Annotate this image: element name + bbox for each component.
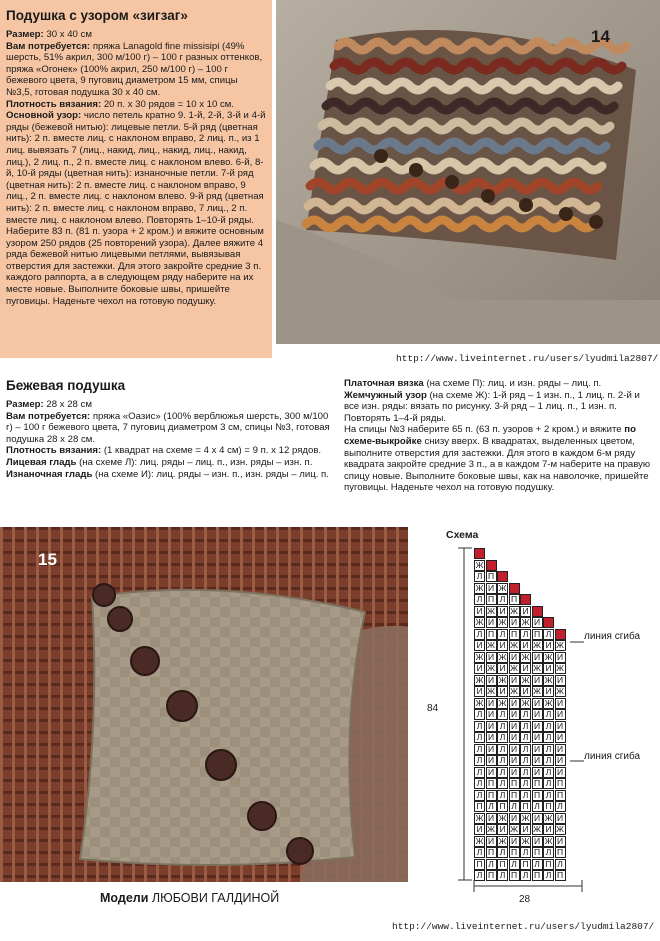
schema-cell-buttonhole	[532, 606, 543, 617]
schema-cell: И	[497, 824, 508, 835]
source-url-top[interactable]: http://www.liveinternet.ru/users/lyudmila2807/	[396, 353, 659, 364]
schema-cell: П	[497, 801, 508, 812]
schema-cell: И	[555, 721, 566, 732]
schema-cell: Ж	[498, 651, 507, 662]
schema-cell: И	[509, 767, 520, 778]
schema-cell: Л	[497, 709, 508, 720]
schema-cell: Л	[497, 767, 508, 778]
pillow1-pattern: Основной узор: число петель кратно 9. 1-й, 2-й, 3-й и 4-й ряды (бежевой нитью): лицевые петли. 5-й ряд (цветная нить): 2 п. вместе лиц. с наклоном вправо, 2 лиц. п., из 1 лиц. вывязать 7 (лиц., накид, лиц., накид, лиц., накид, лиц.), 2 лиц. п., 2 п. вместе лиц. с наклоном влево. 6-й, 8-й, 10-й ряды (цветная нить): изнаночные петли. 7-й ряд (цветная нить): 2 п. вместе лиц. с наклоном вправо, 9 лиц., 2 п. вместе лиц. с наклоном влево. 9-й ряд (цветная нить): 2 п. вместе лиц. с наклоном вправо, 7 лиц., 2 п. вместе лиц. с наклоном влево. Повторять 1–10-й ряды.	[6, 110, 266, 226]
schema-cell: Ж	[487, 605, 495, 616]
schema-cell: Л	[474, 594, 485, 605]
schema-cell: И	[486, 698, 497, 709]
schema-cell: Ж	[521, 812, 530, 823]
schema-cell: П	[474, 859, 485, 870]
schema-cell: П	[486, 594, 497, 605]
schema-cell: И	[474, 606, 485, 617]
schema-cell: И	[555, 744, 566, 755]
schema-cell: И	[474, 686, 485, 697]
page-number-top: 14	[591, 27, 610, 46]
schema-cell: Л	[543, 767, 554, 778]
schema-cell: П	[509, 847, 520, 858]
schema-cell: Ж	[510, 824, 518, 834]
schema-cell: Ж	[487, 686, 495, 696]
schema-cell: И	[509, 617, 520, 628]
schema-cell: П	[555, 847, 566, 858]
schema-cell-buttonhole	[509, 583, 520, 594]
schema-cell: Л	[474, 790, 485, 801]
schema-cell: Ж	[487, 824, 495, 834]
schema-cell: Ж	[475, 559, 484, 570]
fold-line-markers	[570, 636, 588, 766]
schema-cell: Л	[474, 571, 485, 582]
schema-cell: И	[532, 755, 543, 766]
schema-cell: И	[486, 755, 497, 766]
schema-cell: Л	[497, 755, 508, 766]
schema-cell: П	[509, 870, 520, 881]
schema-cell: Л	[543, 709, 554, 720]
schema-cell: Ж	[544, 835, 553, 846]
pillow1-density: Плотность вязания: 20 п. х 30 рядов = 10 х 10 см.	[6, 98, 235, 110]
schema-cell: Ж	[510, 686, 518, 696]
schema-cell: И	[486, 617, 497, 628]
pillow2-density: Плотность вязания: (1 квадрат на схеме = 4 х 4 см) = 9 п. х 12 рядов.	[6, 445, 322, 457]
schema-title: Схема	[446, 529, 479, 541]
schema-cell: П	[486, 629, 497, 640]
schema-cell: И	[543, 663, 554, 674]
schema-cell: И	[497, 640, 508, 651]
schema-cell: Ж	[475, 812, 484, 823]
schema-cell: И	[509, 721, 520, 732]
pillow1-size: Размер: 30 х 40 см	[6, 29, 92, 40]
schema-cell: Л	[543, 755, 554, 766]
schema-cell: П	[509, 629, 520, 640]
schema-cell: И	[532, 652, 543, 663]
schema-cell: Л	[520, 744, 531, 755]
schema-cell-buttonhole	[486, 560, 497, 571]
schema-cell: И	[520, 824, 531, 835]
schema-cell: Л	[497, 629, 508, 640]
schema-cell: П	[486, 790, 497, 801]
pillow2-text-left	[6, 378, 336, 480]
page-number-bottom: 15	[38, 550, 57, 569]
schema-cell: П	[532, 790, 543, 801]
schema-cell: Л	[543, 870, 554, 881]
schema-cell: И	[486, 721, 497, 732]
schema-cell: И	[509, 675, 520, 686]
schema-cell: Ж	[521, 651, 530, 662]
schema-cell: П	[532, 778, 543, 789]
schema-cell: И	[532, 732, 543, 743]
schema-cell: И	[486, 836, 497, 847]
schema-cell-buttonhole	[543, 617, 554, 628]
schema-cell: Ж	[487, 640, 495, 650]
schema-cell: И	[509, 732, 520, 743]
schema-cell: И	[509, 836, 520, 847]
schema-cell-buttonhole	[520, 594, 531, 605]
schema-cell: И	[543, 686, 554, 697]
schema-cell: Ж	[475, 651, 484, 662]
schema-cell: Л	[543, 732, 554, 743]
schema-cell: Л	[543, 847, 554, 858]
schema-cell: И	[486, 583, 497, 594]
schema-cell: И	[520, 663, 531, 674]
schema-cell: П	[543, 859, 554, 870]
schema-cell: Л	[497, 732, 508, 743]
schema-cell: П	[486, 778, 497, 789]
schema-cell: Л	[543, 744, 554, 755]
schema-cell: Л	[474, 709, 485, 720]
schema-cell: Л	[532, 801, 543, 812]
schema-cell: Л	[555, 801, 566, 812]
schema-cell: Ж	[498, 617, 507, 627]
schema-cell: Л	[555, 859, 566, 870]
schema-cell: П	[555, 778, 566, 789]
schema-cell: Л	[486, 801, 497, 812]
schema-cell: Ж	[533, 824, 541, 834]
schema-cell: Ж	[475, 674, 484, 685]
schema-cell: Ж	[521, 835, 530, 846]
schema-cell: И	[486, 744, 497, 755]
schema-cell: Л	[474, 778, 485, 789]
schema-cell: Ж	[510, 605, 518, 616]
schema-cell: Л	[520, 732, 531, 743]
schema-cell: Ж	[544, 674, 553, 685]
pillow1-instructions: Наберите 83 п. (81 п. узора + 2 кром.) и вяжите основным узором 250 рядов (25 повторений узора). Далее вяжите 4 ряда бежевой нитью лицевыми петлями, вывязывая отверстия для застежки. Для этого закройте средние 3 п. каждого раппорта, а в следующем ряду наберите на их месте новые. Выполните боковые швы, пришейте пуговицы. Наденьте чехол на готовую подушку.	[6, 226, 264, 307]
schema-cell: П	[486, 870, 497, 881]
schema-cell: Ж	[521, 697, 530, 708]
schema-cell: Л	[497, 778, 508, 789]
schema-cell: И	[532, 709, 543, 720]
schema-cell: Ж	[498, 674, 507, 685]
schema-cell: Л	[474, 755, 485, 766]
schema-cell: И	[509, 709, 520, 720]
schema-cell: И	[509, 652, 520, 663]
schema-cell: П	[509, 778, 520, 789]
schema-cell: П	[474, 801, 485, 812]
schema-cell: И	[486, 732, 497, 743]
schema-cell: Л	[520, 721, 531, 732]
schema-cell: И	[532, 698, 543, 709]
schema-cell: И	[532, 721, 543, 732]
schema-cell: И	[555, 652, 566, 663]
schema-cell: Л	[474, 629, 485, 640]
schema-cell: Ж	[475, 697, 484, 708]
schema-cell: П	[532, 870, 543, 881]
schema-cell: Ж	[533, 686, 541, 696]
schema-cell: Л	[543, 790, 554, 801]
pillow2-materials: Вам потребуется: пряжа «Оазис» (100% верблюжья шерсть, 300 м/100 г) – 100 г бежевого цвета, 7 пуговиц диаметром 3 см, спицы №3, готовая подушка 28 х 28 см.	[6, 410, 330, 445]
schema-cell-buttonhole	[474, 548, 485, 559]
schema-cell: Л	[520, 767, 531, 778]
schema-cell: П	[497, 859, 508, 870]
schema-cell: П	[520, 859, 531, 870]
schema-cell: Ж	[544, 697, 553, 708]
schema-height-label: 84	[427, 703, 439, 714]
schema-cell: Л	[520, 847, 531, 858]
schema-cell: И	[543, 640, 554, 651]
schema-cell: И	[497, 606, 508, 617]
schema-width-label: 28	[519, 894, 531, 905]
pillow2-title: Бежевая подушка	[6, 378, 126, 393]
schema-cell: И	[509, 744, 520, 755]
schema-cell: Л	[520, 629, 531, 640]
fold-line-label-2: линия сгиба	[584, 751, 641, 762]
schema-cell: И	[555, 698, 566, 709]
schema-cell: Л	[520, 778, 531, 789]
schema-cell: Л	[532, 859, 543, 870]
schema-cell: И	[497, 686, 508, 697]
schema-cell: Л	[474, 767, 485, 778]
schema-cell: П	[509, 594, 520, 605]
schema-cell: Л	[543, 778, 554, 789]
schema-cell: И	[532, 744, 543, 755]
pillow1-title: Подушка с узором «зигзаг»	[6, 8, 188, 23]
schema-cell: И	[474, 663, 485, 674]
schema-cell: Ж	[498, 812, 507, 823]
schema-cell: И	[543, 824, 554, 835]
schema-cell: Л	[474, 721, 485, 732]
schema-cell: Л	[543, 629, 554, 640]
schema-cell: Ж	[498, 835, 507, 846]
pillow2-size: Размер: 28 х 28 см	[6, 399, 92, 410]
schema-cell: Л	[474, 870, 485, 881]
pillow1-text	[0, 0, 272, 358]
source-url-bottom[interactable]: http://www.liveinternet.ru/users/lyudmila2807/	[392, 921, 655, 932]
schema-cell: П	[543, 801, 554, 812]
schema-cell: И	[509, 698, 520, 709]
schema-cell-buttonhole	[497, 571, 508, 582]
schema-cell: Л	[520, 870, 531, 881]
schema-cell: И	[509, 813, 520, 824]
schema-cell: Ж	[475, 835, 484, 846]
schema-cell: И	[555, 675, 566, 686]
schema-cell: Ж	[475, 582, 484, 593]
schema-cell: Ж	[556, 686, 564, 696]
fold-line-label-1: линия сгиба	[584, 631, 641, 642]
schema-cell: П	[555, 790, 566, 801]
schema-cell: П	[520, 801, 531, 812]
schema-cell: П	[486, 571, 497, 582]
schema-cell: Ж	[544, 651, 553, 662]
schema-cell: Ж	[475, 617, 484, 627]
schema-cell-buttonhole	[555, 629, 566, 640]
schema-cell: И	[486, 767, 497, 778]
schema-width-dimension	[470, 880, 590, 894]
schema-cell: Л	[474, 732, 485, 743]
schema-cell: И	[532, 675, 543, 686]
schema-cell: П	[532, 847, 543, 858]
schema-cell: П	[532, 629, 543, 640]
schema-cell: И	[555, 732, 566, 743]
schema-cell: И	[555, 813, 566, 824]
schema-cell: П	[555, 870, 566, 881]
schema-cell: Л	[497, 847, 508, 858]
schema-cell: И	[509, 755, 520, 766]
schema-cell: Л	[497, 744, 508, 755]
schema-cell: И	[532, 836, 543, 847]
schema-cell: Л	[520, 709, 531, 720]
schema-cell: И	[486, 709, 497, 720]
schema-cell: Л	[509, 859, 520, 870]
schema-cell: Л	[520, 755, 531, 766]
schema-cell: Л	[474, 744, 485, 755]
schema-cell: Ж	[533, 663, 541, 673]
schema-cell: И	[474, 640, 485, 651]
pillow2-text-right	[344, 378, 654, 494]
schema-cell: И	[532, 617, 543, 628]
schema-height-dimension	[444, 546, 474, 886]
pillow1-materials: Вам потребуется: пряжа Lanagold fine missisipi (49% шерсть, 51% акрил, 300 м/100 г) – 100 г разных оттенков, пряжа «Огонек» (100% акрил, 250 м/100 г) – 100 г бежевого цвета, 9 пуговиц диаметром 15 мм, спицы №3,5, готовая подушка 30 х 40 см.	[6, 40, 263, 98]
schema-cell: Л	[509, 801, 520, 812]
pillow2-face-stitch: Лицевая гладь (на схеме Л): лиц. ряды – лиц. п., изн. ряды – изн. п.	[6, 456, 313, 468]
schema-cell: И	[555, 836, 566, 847]
pillow2-instructions: На спицы №3 наберите 65 п. (63 п. узоров + 2 кром.) и вяжите по схеме-выкройке снизу вверх. В квадратах, выделенных цветом, выполните отверстия для застежки. Для этого в каждом 6-м ряду квадрата закройте средние 3 п., а в каждом 7-м наберите на правую спицу новые. Выполните боковые швы, как на наволочке, пришейте пуговицы. Наденьте чехол на готовую подушку.	[344, 424, 651, 494]
pillow2-garter: Платочная вязка (на схеме П): лиц. и изн. ряды – лиц. п.	[344, 378, 602, 389]
schema-cell: П	[509, 790, 520, 801]
schema-cell: Л	[497, 790, 508, 801]
schema-cell: И	[555, 767, 566, 778]
schema-cell: Л	[520, 790, 531, 801]
schema-cell: Ж	[487, 663, 495, 673]
schema-cell: Ж	[521, 674, 530, 685]
schema-cell: И	[486, 813, 497, 824]
beige-pillow-photo	[0, 527, 408, 882]
schema-cell: Л	[497, 721, 508, 732]
schema-cell: Л	[497, 594, 508, 605]
schema-cell: И	[532, 767, 543, 778]
zigzag-pillow-photo	[276, 0, 660, 344]
schema-cell: Ж	[510, 663, 518, 673]
schema-cell: Л	[474, 847, 485, 858]
schema-cell: Ж	[556, 640, 564, 650]
schema-cell: Ж	[521, 617, 530, 627]
pillow2-purl-stitch: Изнаночная гладь (на схеме И): лиц. ряды – изн. п., изн. ряды – лиц. п.	[6, 468, 329, 480]
schema-cell: Ж	[498, 697, 507, 708]
schema-cell: И	[474, 824, 485, 835]
schema-cell: И	[486, 652, 497, 663]
schema-cell: И	[486, 675, 497, 686]
schema-cell: Ж	[510, 640, 518, 650]
schema-cell: Ж	[544, 812, 553, 823]
schema-cell: И	[555, 755, 566, 766]
schema-cell: И	[520, 606, 531, 617]
schema-cell: П	[486, 847, 497, 858]
schema-cell: Ж	[556, 663, 564, 673]
schema-cell: И	[520, 640, 531, 651]
credit: Модели ЛЮБОВИ ГАЛДИНОЙ	[100, 891, 280, 905]
schema-cell: Л	[486, 859, 497, 870]
pillow2-pearl: Жемчужный узор (на схеме Ж): 1-й ряд – 1 изн. п., 1 лиц. п. 2-й и все изн. ряды: вязать по рисунку. 3-й ряд – 1 лиц. п., 1 изн. п. Повторять 1–4-й ряды.	[344, 389, 640, 424]
schema-cell: И	[520, 686, 531, 697]
schema-cell: Ж	[533, 640, 541, 650]
schema-cell: Л	[543, 721, 554, 732]
schema-cell: Л	[497, 870, 508, 881]
schema-cell: И	[555, 709, 566, 720]
schema-cell: И	[532, 813, 543, 824]
schema-cell: И	[497, 663, 508, 674]
schema-cell: Ж	[498, 582, 507, 593]
schema-cell: Ж	[556, 824, 564, 834]
